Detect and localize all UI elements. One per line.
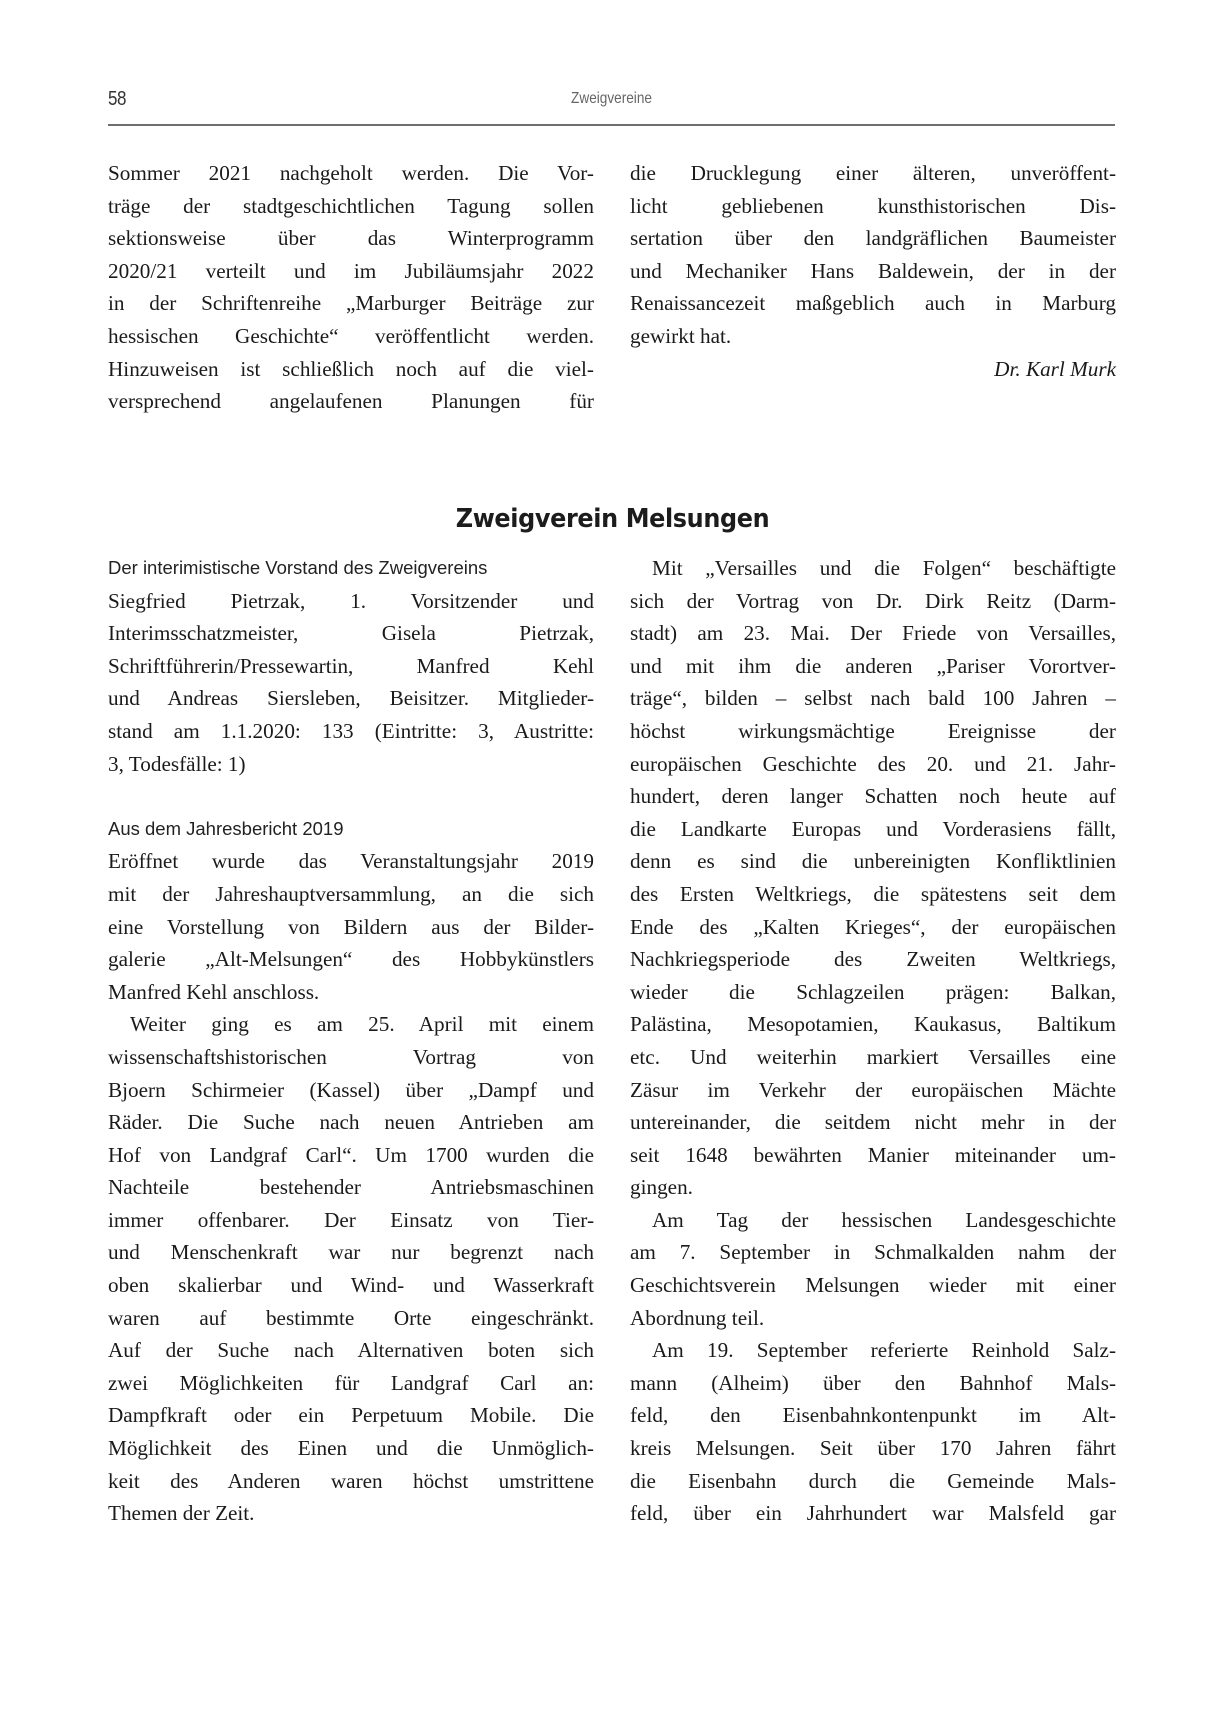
text-line: und Andreas Siersleben, Beisitzer. Mitglieder- — [108, 686, 594, 711]
text-line: licht gebliebenen kunsthistorischen Dis- — [630, 193, 1116, 218]
text-line: Themen der Zeit. — [108, 1501, 255, 1526]
text-line: und Menschenkraft war nur begrenzt nach — [108, 1240, 594, 1265]
text-line: immer offenbarer. Der Einsatz von Tier- — [108, 1207, 594, 1232]
board-heading: Der interimistische Vorstand des Zweigvereins — [108, 557, 488, 578]
text-line: Schriftführerin/Pressewartin, Manfred Kehl — [108, 653, 594, 678]
text-line: denn es sind die unbereinigten Konfliktlinien — [630, 849, 1116, 874]
text-line: sich der Vortrag von Dr. Dirk Reitz (Darm- — [630, 588, 1116, 613]
text-line: Hof von Landgraf Carl“. Um 1700 wurden die — [108, 1142, 594, 1167]
text-line: europäischen Geschichte des 20. und 21. Jahr- — [630, 751, 1116, 776]
text-line: träge der stadtgeschichtlichen Tagung sollen — [108, 193, 594, 218]
running-head: Zweigvereine — [571, 90, 652, 107]
text-line: oben skalierbar und Wind- und Wasserkraft — [108, 1273, 594, 1298]
text-line: Am Tag der hessischen Landesgeschichte — [652, 1207, 1116, 1232]
text-line: mann (Alheim) über den Bahnhof Mals- — [630, 1370, 1116, 1395]
top-left-column — [108, 157, 594, 418]
text-line: Ende des „Kalten Krieges“, der europäischen — [630, 914, 1116, 939]
text-line: galerie „Alt-Melsungen“ des Hobbykünstlers — [108, 947, 594, 972]
page-header — [108, 86, 1115, 126]
text-line: des Ersten Weltkriegs, die spätestens seit dem — [630, 881, 1116, 906]
report-paragraph-2 — [108, 1008, 594, 1530]
section-right-column — [630, 552, 1116, 1530]
text-line: und mit ihm die anderen „Pariser Vorortver- — [630, 653, 1116, 678]
text-line: höchst wirkungsmächtige Ereignisse der — [630, 718, 1116, 743]
text-line: die Drucklegung einer älteren, unveröffent- — [630, 161, 1116, 185]
text-line: gingen. — [630, 1175, 693, 1200]
text-line: die Landkarte Europas und Vorderasiens fällt, — [630, 816, 1116, 841]
report-paragraph-1 — [108, 845, 594, 1008]
text-line: hessischen Geschichte“ veröffentlicht werden. — [108, 323, 594, 348]
text-line: wissenschaftshistorischen Vortrag von — [108, 1044, 594, 1069]
text-line: Interimsschatzmeister, Gisela Pietrzak, — [108, 621, 594, 646]
text-line: sertation über den landgräflichen Baumeister — [630, 226, 1116, 251]
text-line: stadt) am 23. Mai. Der Friede von Versailles, — [630, 621, 1116, 646]
text-line: Dampfkraft oder ein Perpetuum Mobile. Die — [108, 1403, 594, 1428]
text-line: versprechend angelaufenen Planungen für — [108, 389, 594, 414]
text-line: die Eisenbahn durch die Gemeinde Mals- — [630, 1468, 1116, 1493]
text-line: eine Vorstellung von Bildern aus der Bilder- — [108, 914, 594, 939]
author-signature: Dr. Karl Murk — [994, 356, 1116, 381]
text-line: mit der Jahreshauptversammlung, an die sich — [108, 881, 594, 906]
text-line: hundert, deren langer Schatten noch heute auf — [630, 784, 1116, 809]
text-line: Zäsur im Verkehr der europäischen Mächte — [630, 1077, 1116, 1102]
text-line: Geschichtsverein Melsungen wieder mit einer — [630, 1273, 1116, 1298]
text-line: zwei Möglichkeiten für Landgraf Carl an: — [108, 1370, 594, 1395]
text-line: 2020/21 verteilt und im Jubiläumsjahr 2022 — [108, 258, 594, 283]
text-line: und Mechaniker Hans Baldewein, der in der — [630, 258, 1116, 283]
text-line: feld, den Eisenbahnkontenpunkt im Alt- — [630, 1403, 1116, 1428]
paragraph — [630, 157, 1116, 353]
section-left-column — [108, 552, 594, 1530]
section-title: Zweigverein Melsungen — [455, 503, 770, 534]
text-line: feld, über ein Jahrhundert war Malsfeld gar — [630, 1501, 1116, 1526]
text-line: stand am 1.1.2020: 133 (Eintritte: 3, Austritte: — [108, 718, 594, 743]
spacer — [108, 780, 594, 813]
text-line: Eröffnet wurde das Veranstaltungsjahr 2019 — [108, 849, 594, 874]
text-line: Palästina, Mesopotamien, Kaukasus, Baltikum — [630, 1012, 1116, 1037]
paragraph — [108, 157, 594, 418]
text-line: Möglichkeit des Einen und die Unmöglich- — [108, 1436, 594, 1461]
header-rule — [108, 124, 1115, 126]
text-line: träge“, bilden – selbst nach bald 100 Jahren – — [630, 686, 1116, 711]
text-line: Auf der Suche nach Alternativen boten sich — [108, 1338, 594, 1363]
top-right-column — [630, 157, 1116, 385]
text-line: Nachkriegsperiode des Zweiten Weltkriegs, — [630, 947, 1116, 972]
board-paragraph — [108, 585, 594, 781]
text-line: untereinander, die seitdem nicht mehr in der — [630, 1110, 1116, 1135]
text-line: gewirkt hat. — [630, 323, 732, 348]
text-line: Weiter ging es am 25. April mit einem — [130, 1012, 594, 1037]
report-heading: Aus dem Jahresbericht 2019 — [108, 817, 344, 839]
text-line: Mit „Versailles und die Folgen“ beschäftigte — [652, 556, 1116, 580]
text-line: kreis Melsungen. Seit über 170 Jahren fährt — [630, 1436, 1116, 1461]
text-line: Sommer 2021 nachgeholt werden. Die Vor- — [108, 161, 594, 185]
text-line: am 7. September in Schmalkalden nahm der — [630, 1240, 1116, 1265]
text-line: Bjoern Schirmeier (Kassel) über „Dampf und — [108, 1077, 594, 1102]
landesgeschichte-paragraph — [630, 1204, 1116, 1334]
text-line: Nachteile bestehender Antriebsmaschinen — [108, 1175, 594, 1200]
text-line: Am 19. September referierte Reinhold Salz- — [652, 1338, 1116, 1363]
text-line: seit 1648 bewährten Manier miteinander um- — [630, 1142, 1116, 1167]
text-line: Siegfried Pietrzak, 1. Vorsitzender und — [108, 588, 594, 613]
versailles-paragraph — [630, 552, 1116, 1204]
text-line: Manfred Kehl anschloss. — [108, 979, 320, 1004]
text-line: wieder die Schlagzeilen prägen: Balkan, — [630, 979, 1116, 1004]
text-line: Hinzuweisen ist schließlich noch auf die viel- — [108, 356, 594, 381]
text-line: waren auf bestimmte Orte eingeschränkt. — [108, 1305, 594, 1330]
text-line: keit des Anderen waren höchst umstrittene — [108, 1468, 594, 1493]
text-line: in der Schriftenreihe „Marburger Beiträge zur — [108, 291, 594, 316]
text-line: Renaissancezeit maßgeblich auch in Marburg — [630, 291, 1116, 316]
text-line: etc. Und weiterhin markiert Versailles eine — [630, 1044, 1116, 1069]
text-line: 3, Todesfälle: 1) — [108, 751, 246, 776]
text-line: Abordnung teil. — [630, 1305, 765, 1330]
page-number: 58 — [108, 88, 127, 110]
text-line: Räder. Die Suche nach neuen Antrieben am — [108, 1110, 594, 1135]
malsfeld-paragraph — [630, 1334, 1116, 1530]
text-line: sektionsweise über das Winterprogramm — [108, 226, 594, 251]
